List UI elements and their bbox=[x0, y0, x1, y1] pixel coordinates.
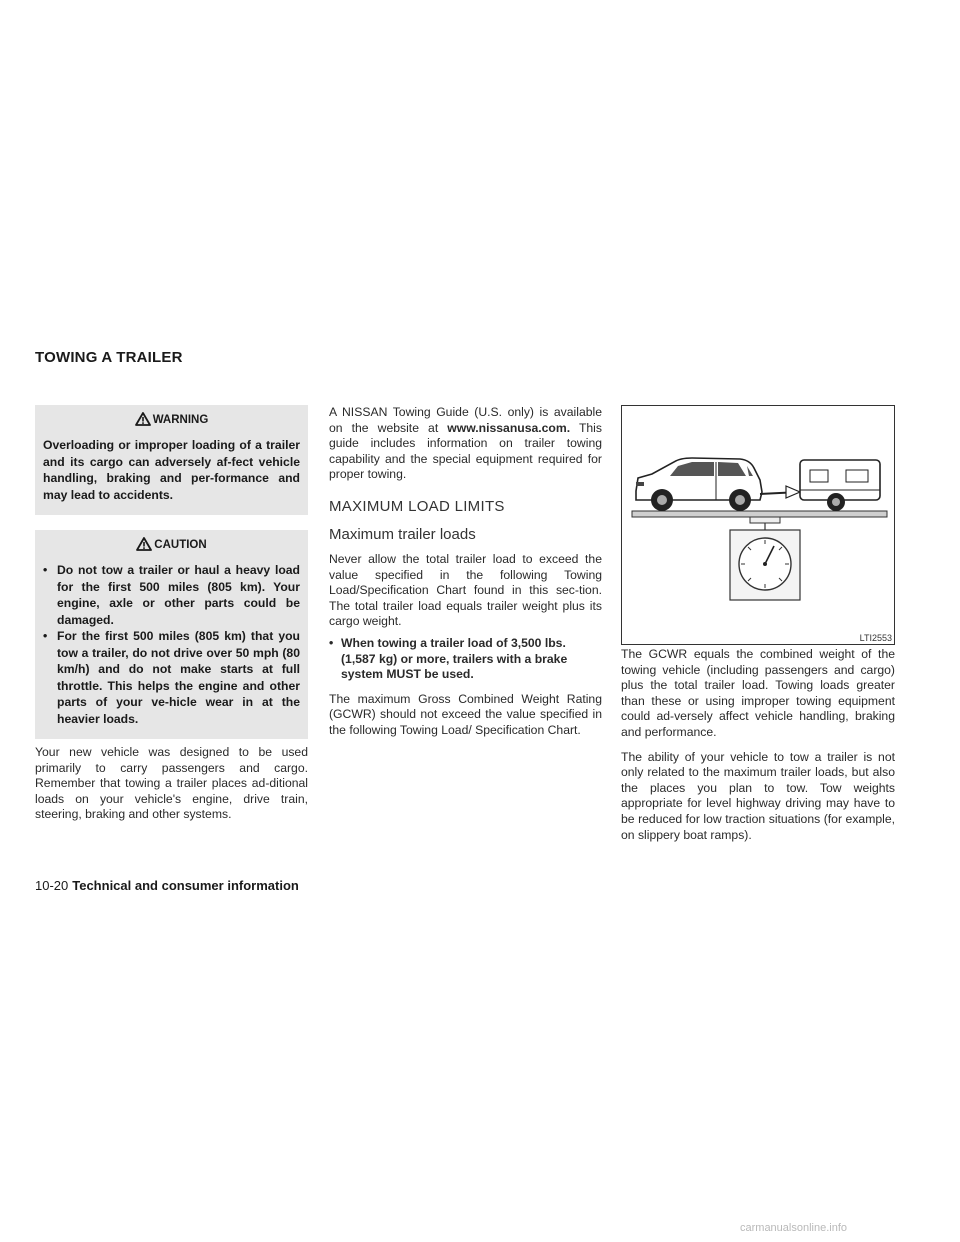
intro-text: A NISSAN Towing Guide (U.S. only) is available on the website at bbox=[329, 405, 602, 435]
column-right bbox=[621, 405, 895, 843]
caution-header bbox=[35, 530, 308, 556]
bullet-text: When towing a trailer load of 3,500 lbs. (1,587 kg) or more, trailers with a brake system MUST be used. bbox=[341, 635, 568, 682]
bullet-dot: • bbox=[329, 635, 334, 650]
body-paragraph: Never allow the total trailer load to exceed the value specified in the following Towing Load/Specification Chart found in this sec-tion. The total trailer load equals trailer weight plus its cargo weight. bbox=[329, 551, 602, 629]
intro-text-cont: This guide includes information on trailer towing capability and the special equipment required for proper towing. bbox=[329, 420, 602, 482]
caution-item bbox=[43, 628, 300, 727]
caution-item-text: For the first 500 miles (805 km) that you tow a trailer, do not drive over 50 mph (80 km/h) and do not make starts at full throttle. This helps the engine and other parts of your ve-hicle wear in at the heavier loads. bbox=[57, 629, 300, 726]
watermark: carmanualsonline.info bbox=[740, 1222, 848, 1234]
body-paragraph: Your new vehicle was designed to be used primarily to carry passengers and cargo. Remember that towing a trailer places ad-ditional loads on your vehicle's engine, drive train, steering, braking and other systems. bbox=[35, 745, 308, 822]
warning-text: Overloading or improper loading of a trailer and its cargo can adversely af-fect vehicle handling, braking and per-formance and may lead to accidents. bbox=[43, 438, 300, 502]
subheading-max-trailer-loads: Maximum trailer loads bbox=[329, 525, 476, 543]
chapter-title: Technical and consumer information bbox=[72, 878, 299, 893]
bullet-dot: • bbox=[43, 629, 48, 643]
body-paragraph: The maximum Gross Combined Weight Rating (GCWR) should not exceed the value specified in the following Towing Load/ Specification Chart. bbox=[329, 691, 602, 737]
caution-item bbox=[43, 562, 300, 628]
caution-label: CAUTION bbox=[154, 539, 207, 551]
intro-paragraph bbox=[329, 405, 602, 483]
page-footer bbox=[35, 878, 299, 893]
warning-triangle-icon bbox=[136, 537, 152, 551]
column-middle bbox=[329, 405, 602, 739]
caution-list bbox=[35, 556, 308, 727]
body-paragraph: The GCWR equals the combined weight of the towing vehicle (including passengers and cargo) plus the total trailer load. Towing loads greater than these or using improper towing equipment could ad-versely affect vehicle handling, braking and performance. bbox=[621, 647, 895, 739]
section-title: TOWING A TRAILER bbox=[35, 349, 183, 366]
warning-box bbox=[35, 405, 308, 515]
vehicle-trailer-scale-illustration bbox=[622, 406, 894, 644]
page-number: 10-20 bbox=[35, 878, 69, 893]
figure-id: LTI2553 bbox=[859, 633, 892, 643]
warning-header bbox=[35, 405, 308, 431]
bold-bullet bbox=[329, 636, 602, 683]
column-left bbox=[35, 405, 308, 823]
warning-triangle-icon bbox=[135, 412, 151, 426]
bullet-dot: • bbox=[43, 563, 48, 577]
body-paragraph: The ability of your vehicle to tow a trailer is not only related to the maximum trailer loads, but also the places you plan to tow. Tow weights appropriate for level highway driving may have to be reduced for low traction situations (for example, on slippery boat ramps). bbox=[621, 749, 895, 842]
heading-max-load-limits: MAXIMUM LOAD LIMITS bbox=[329, 497, 505, 515]
website-link[interactable]: www.nissanusa.com. bbox=[447, 420, 571, 435]
caution-item-text: Do not tow a trailer or haul a heavy load for the first 500 miles (805 km). Your engine, axle or other parts could be damaged. bbox=[57, 563, 300, 627]
towing-scale-figure bbox=[621, 405, 895, 645]
caution-box bbox=[35, 530, 308, 739]
warning-label: WARNING bbox=[152, 414, 209, 426]
